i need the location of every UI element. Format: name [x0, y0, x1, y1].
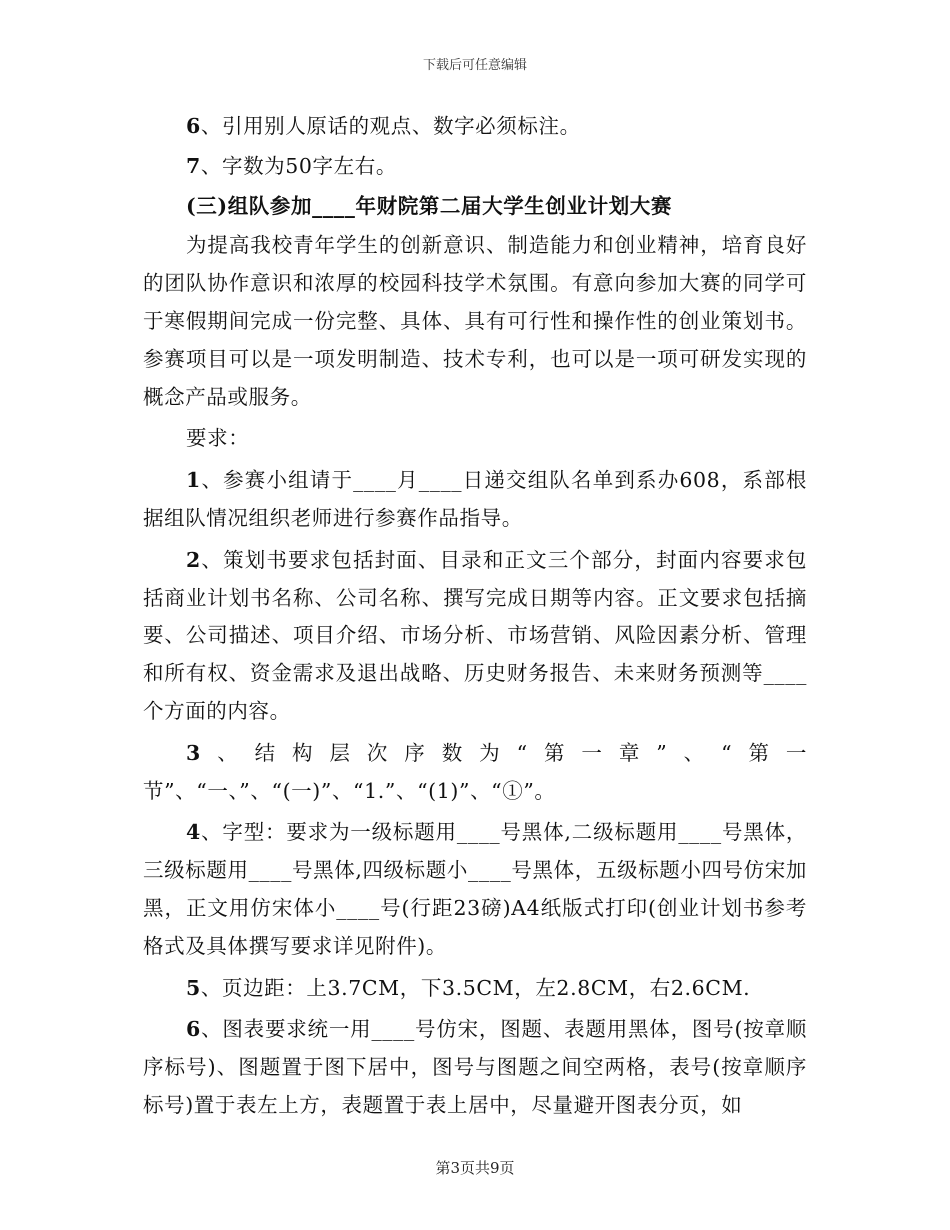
list-item-2-plan — [143, 542, 807, 731]
item-number: 7 — [186, 153, 201, 178]
list-item-4-fonts — [143, 814, 807, 965]
item-text: 、页边距：上3.7CM，下3.5CM，左2.8CM，右2.6CM. — [200, 975, 751, 1000]
item-text: 、结构层次序数为“第一章”、“第一节”、“一、”、“(一)”、“1.”、“(1)”、“①”。 — [143, 740, 807, 803]
item-number: 6 — [186, 114, 201, 138]
intro-paragraph: 为提高我校青年学生的创新意识、制造能力和创业精神，培育良好的团队协作意识和浓厚的校园科技学术氛围。有意向参加大赛的同学可于寒假期间完成一份完整、具体、具有可行性和操作性的创业策划书。参赛项目可以是一项发明制造、技术专利，也可以是一项可研发实现的概念产品或服务。 — [143, 233, 807, 409]
document-body — [143, 108, 807, 1125]
list-item-3-structure — [143, 735, 807, 811]
item-number: 6 — [186, 1017, 201, 1042]
list-item-1-team — [143, 462, 807, 538]
item-number: 3 — [186, 740, 201, 765]
list-item-7-word-count — [143, 148, 807, 186]
item-text: 、字型：要求为一级标题用____号黑体,二级标题用____号黑体，三级标题用____号黑体,四级标题小____号黑体，五级标题小四号仿宋加黑，正文用仿宋体小____号(行距23磅)A4纸版式打印(创业计划书参考格式及具体撰写要求详见附件)。 — [143, 820, 807, 958]
item-number: 1 — [186, 468, 201, 493]
list-item-6-citation — [143, 108, 807, 146]
item-text: 、参赛小组请于____月____日递交组队名单到系办608，系部根据组队情况组织老师进行参赛作品指导。 — [143, 468, 807, 530]
item-text: 、策划书要求包括封面、目录和正文三个部分，封面内容要求包括商业计划书名称、公司名称、撰写完成日期等内容。正文要求包括摘要、公司描述、项目介绍、市场分析、市场营销、风险因素分析、管理和所有权、资金需求及退出战略、历史财务报告、未来财务预测等____个方面的内容。 — [143, 547, 807, 723]
item-text: 、图表要求统一用____号仿宋，图题、表题用黑体，图号(按章顺序标号)、图题置于图下居中，图号与图题之间空两格，表号(按章顺序标号)置于表左上方，表题置于表上居中，尽量避开图表分页，如 — [143, 1017, 807, 1117]
list-item-6-charts — [143, 1011, 807, 1124]
list-item-5-margins — [143, 970, 807, 1008]
section-heading: (三)组队参加____年财院第二届大学生创业计划大赛 — [186, 193, 672, 218]
item-number: 5 — [186, 975, 201, 1000]
item-text: 、引用别人原话的观点、数字必须标注。 — [200, 114, 581, 138]
page-footer: 第3页共9页 — [435, 1159, 515, 1177]
page-header: 下载后可任意编辑 — [422, 58, 527, 73]
item-text: 、字数为50字左右。 — [200, 153, 397, 178]
item-number: 4 — [186, 820, 201, 845]
requirements-label: 要求： — [186, 426, 250, 451]
item-number: 2 — [186, 547, 201, 572]
